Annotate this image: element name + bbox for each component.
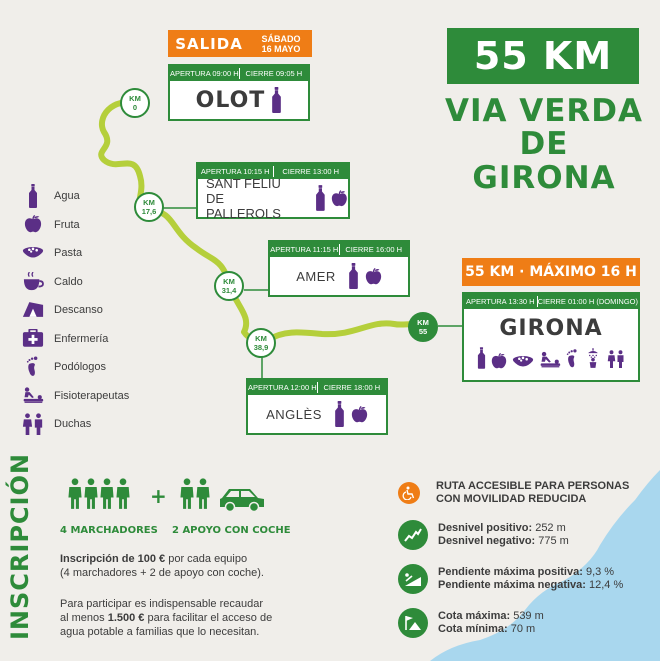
people-icon xyxy=(607,349,625,369)
station-card-olot xyxy=(168,64,310,121)
station-name: OLOT xyxy=(195,87,266,113)
station-card-angles xyxy=(246,378,388,435)
slope-icon xyxy=(398,564,428,594)
start-label: SALIDA xyxy=(175,34,243,53)
pasta-icon xyxy=(512,354,534,369)
walkers-pictogram xyxy=(68,476,130,512)
car-icon xyxy=(218,486,266,512)
station-card-girona xyxy=(462,292,640,382)
apple-icon xyxy=(22,215,44,235)
km-marker-17-6: KM 17,6 xyxy=(134,192,164,222)
bottle-icon xyxy=(271,87,282,113)
apple-icon xyxy=(351,406,368,423)
station-name: ANGLÈS xyxy=(266,406,322,422)
station-hours: APERTURA 09:00 H CIERRE 09:05 H xyxy=(170,66,308,81)
first-aid-icon xyxy=(22,329,44,349)
plus-sign: + xyxy=(150,484,167,508)
support-label: 2 APOYO CON COCHE xyxy=(172,525,291,536)
people-icon xyxy=(22,413,44,435)
legend-item-pasta: Pasta xyxy=(22,239,162,268)
walker-icon xyxy=(68,476,82,512)
walker-icon xyxy=(116,476,130,512)
physio-icon xyxy=(539,351,561,369)
bottle-icon xyxy=(477,347,486,369)
finish-banner: 55 KM · MÁXIMO 16 H xyxy=(462,258,640,286)
walkers-label: 4 MARCHADORES xyxy=(60,525,158,536)
title-line-1: VIA VERDA xyxy=(444,93,644,129)
walker-icon xyxy=(100,476,114,512)
tent-icon xyxy=(22,301,44,319)
pasta-icon xyxy=(22,245,44,261)
km-marker-38-9: KM 38,9 xyxy=(246,328,276,358)
route-info xyxy=(398,480,648,638)
legend-item-fruta: Fruta xyxy=(22,211,162,240)
station-name: GIRONA xyxy=(499,316,603,341)
station-card-sant-feliu xyxy=(196,162,350,219)
legend-item-fisioterapeutas: Fisioterapeutas xyxy=(22,382,162,411)
legend-item-duchas: Duchas xyxy=(22,410,162,439)
legend-item-caldo: Caldo xyxy=(22,268,162,297)
footprint-icon xyxy=(22,356,44,378)
apple-icon xyxy=(331,190,348,207)
station-name: AMER xyxy=(296,268,336,284)
station-card-amer xyxy=(268,240,410,297)
legend-item-podologos: Podólogos xyxy=(22,353,162,382)
km-marker-31-4: KM 31,4 xyxy=(214,271,244,301)
legend-item-enfermeria: Enfermería xyxy=(22,325,162,354)
station-name: SANT FELIU DE PALLEROLS xyxy=(206,175,281,221)
fee-text: Inscripción de 100 € por cada equipo (4 marchadores + 2 de apoyo con coche). xyxy=(60,553,264,579)
station-hours: APERTURA 10:15 H CIERRE 13:00 H xyxy=(198,164,348,179)
accessible-route-row: RUTA ACCESIBLE PARA PERSONAS CON MOVILIDAD REDUCIDA xyxy=(398,480,648,506)
max-slope-row: Pendiente máxima positiva: 9,3 % Pendiente máxima negativa: 12,4 % xyxy=(398,564,648,594)
start-tag xyxy=(168,30,312,57)
walker-icon xyxy=(84,476,98,512)
legend-item-agua: Agua xyxy=(22,182,162,211)
footprint-icon xyxy=(566,349,579,369)
apple-icon xyxy=(491,353,507,369)
soup-icon xyxy=(22,272,44,292)
bottle-icon xyxy=(334,401,345,427)
inscription-title: INSCRIPCIÓN xyxy=(6,453,34,640)
shower-icon xyxy=(584,347,602,369)
support-person-icon xyxy=(180,476,194,512)
bottle-icon xyxy=(315,185,326,211)
support-person-icon xyxy=(196,476,210,512)
bottle-icon xyxy=(348,263,359,289)
station-hours: APERTURA 11:15 H CIERRE 16:00 H xyxy=(270,242,408,257)
km-marker-0: KM 0 xyxy=(120,88,150,118)
girona-services xyxy=(464,347,638,369)
distance-title: 55 KM xyxy=(447,28,639,84)
services-legend xyxy=(22,182,162,439)
support-pictogram xyxy=(180,476,210,512)
altitude-icon xyxy=(398,608,428,638)
station-hours: APERTURA 13:30 H CIERRE 01:00 H (DOMINGO) xyxy=(464,294,638,309)
title-line-2: DE GIRONA xyxy=(472,126,616,196)
physio-icon xyxy=(22,387,44,405)
bottle-icon xyxy=(22,184,44,208)
fundraising-note: Para participar es indispensable recaudar al menos 1.500 € para facilitar el acceso de agua potable a familias que lo necesitan. xyxy=(60,598,273,638)
start-date: SÁBADO 16 MAYO xyxy=(261,33,301,54)
station-hours: APERTURA 12:00 H CIERRE 18:00 H xyxy=(248,380,386,395)
km-marker-55: KM 55 xyxy=(408,312,438,342)
elevation-gain-row: Desnivel positivo: 252 m Desnivel negativo: 775 m xyxy=(398,520,648,550)
altitude-row: Cota máxima: 539 m Cota mínima: 70 m xyxy=(398,608,648,638)
elevation-icon xyxy=(398,520,428,550)
legend-item-descanso: Descanso xyxy=(22,296,162,325)
wheelchair-icon xyxy=(398,482,420,504)
apple-icon xyxy=(365,268,382,285)
